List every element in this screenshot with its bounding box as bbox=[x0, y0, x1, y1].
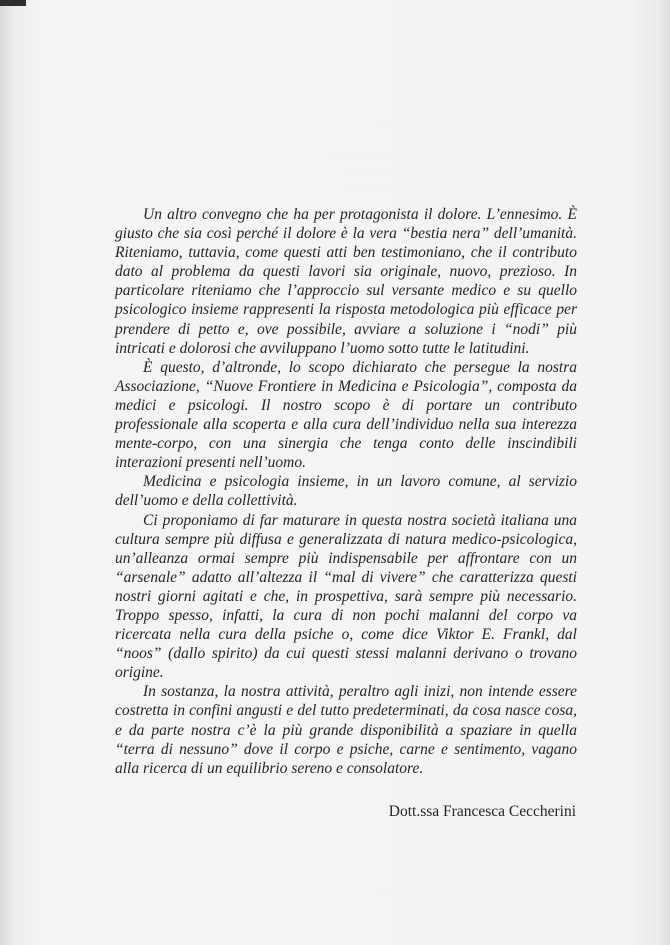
paragraph: Ci proponiamo di far maturare in questa nostra società italiana una cultura sempre più diffusa e generalizzata di natura medico-psicologica, un’alleanza ormai sempre più indispensabile per affrontare con un “arsenale” adatto all’altezza il “mal di vivere” che caratterizza questi nostri giorni agitati e che, in prospettiva, sarà sempre più necessario. Troppo spesso, infatti, la cura di non pochi malanni del corpo va ricercata nella cura della psiche o, come dice Viktor E. Frankl, dal “noos” (dallo spirito) da cui questi stessi malanni derivano o trovano origine. bbox=[115, 511, 577, 682]
binding-edge-mark bbox=[0, 0, 26, 6]
paragraph: Medicina e psicologia insieme, in un lavoro comune, al servizio dell’uomo e della collettività. bbox=[115, 473, 577, 510]
paragraph: Un altro convegno che ha per protagonista il dolore. L’ennesimo. È giusto che sia così perché il dolore è la vera “bestia nera” dell’umanità. Riteniamo, tuttavia, come questi atti ben testimoniano, che il contributo dato al problema da questi lavori sia originale, nuovo, prezioso. In particolare riteniamo che l’approccio sul versante medico e su quello psicologico insieme rappresenti la risposta metodologica più efficace per prendere di petto e, ove possibile, avviare a soluzione i “nodi” più intricati e dolorosi che avviluppano l’uomo sotto tutte le latitudini. bbox=[115, 206, 577, 357]
bleed-through-text: · · · · · · · · · · · · · · · · · · · · · · bbox=[330, 149, 427, 159]
foreword-text bbox=[115, 205, 577, 778]
author-signature: Dott.ssa Francesca Ceccherini bbox=[388, 803, 576, 820]
paragraph: È questo, d’altronde, lo scopo dichiarato che persegue la nostra Associazione, “Nuove Frontiere in Medicina e Psicologia”, composta da medici e psicologi. Il nostro scopo è di portare un contributo professionale alla scoperta e alla cura dell’individuo nella sua interezza mente-corpo, con una sinergia che tenga conto delle inscindibili interazioni presenti nell’uomo. bbox=[115, 358, 577, 472]
bleed-through-text: · · · · · · · · · · · · · · · · · · bbox=[350, 167, 429, 177]
bleed-through-text: · · · · · · · · · · · · · · · · · · · · bbox=[345, 185, 433, 195]
paragraph: In sostanza, la nostra attività, peraltro agli inizi, non intende essere costretta in confini angusti e del tutto predeterminati, da cosa nasce cosa, e da parte nostra c’è la più grande disponibilità a spaziare in quella “terra di nessuno” dove il corpo e psiche, carne e sentimento, vagano alla ricerca di un equilibrio sereno e consolatore. bbox=[115, 683, 577, 777]
